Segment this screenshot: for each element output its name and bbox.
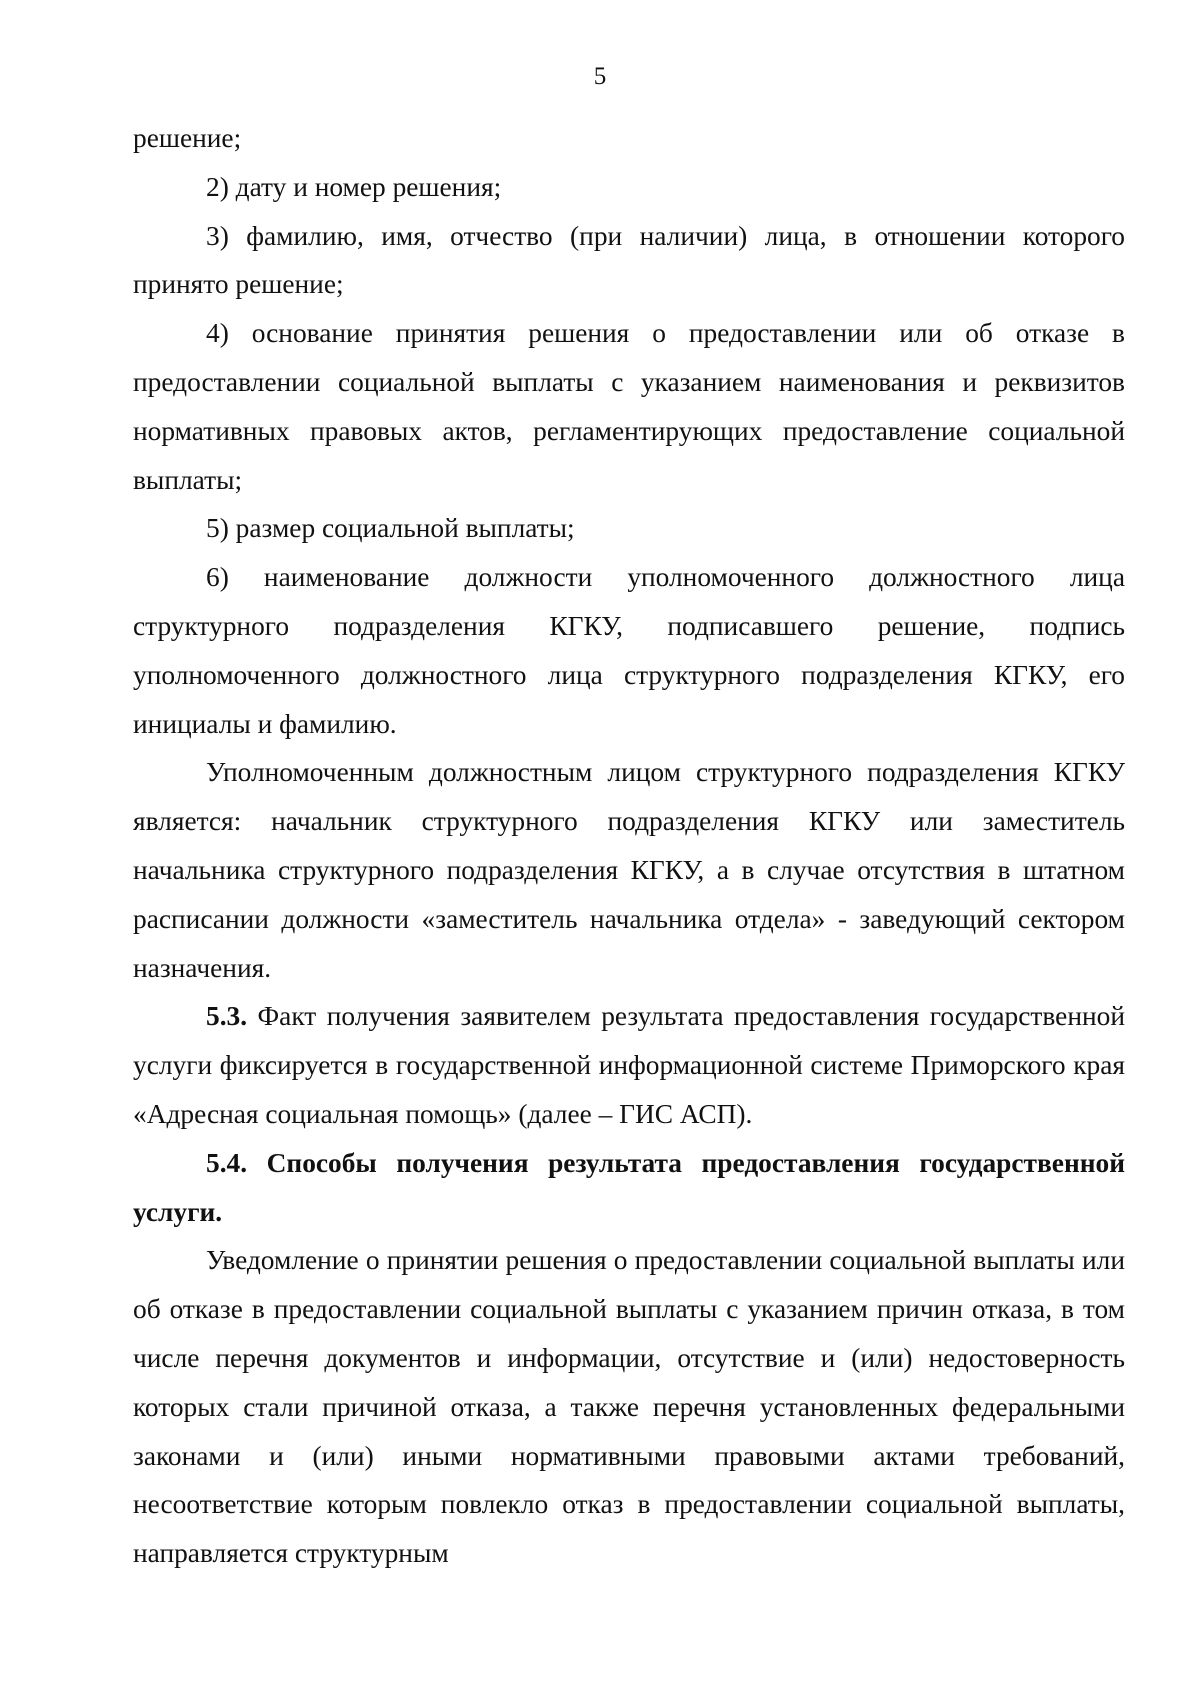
list-item-3: 3) фамилию, имя, отчество (при наличии) лица, в отношении которого принято решение; bbox=[133, 220, 1125, 300]
list-item-2: 2) дату и номер решения; bbox=[206, 171, 502, 202]
list-item-6: 6) наименование должности уполномоченного должностного лица структурного подразделения КГКУ, подписавшего решение, подпись уполномоченного должностного лица структурного подразделения КГКУ, его инициалы и фамилию. bbox=[133, 562, 1125, 739]
section-number: 5.3. bbox=[206, 1001, 248, 1032]
document-body bbox=[133, 114, 1125, 1578]
section-5-3-text: Факт получения заявителем результата предоставления государственной услуги фиксируется в государственной информационной системе Приморского края «Адресная социальная помощь» (далее – ГИС АСП). bbox=[133, 1001, 1125, 1129]
list-item-4: 4) основание принятия решения о предоставлении или об отказе в предоставлении социальной выплаты с указанием наименования и реквизитов нормативных правовых актов, регламентирующих предоставление социальной выплаты; bbox=[133, 318, 1125, 495]
page-number: 5 bbox=[593, 63, 607, 90]
section-5-4-heading: 5.4. Способы получения результата предоставления государственной услуги. bbox=[133, 1147, 1125, 1227]
paragraph-continuation: решение; bbox=[133, 123, 242, 153]
authorized-official-paragraph: Уполномоченным должностным лицом структурного подразделения КГКУ является: начальник структурного подразделения КГКУ или заместитель начальника структурного подразделения КГКУ, а в случае отсутствия в штатном расписании должности «заместитель начальника отдела» - заведующий сектором назначения. bbox=[133, 757, 1125, 983]
list-item-5: 5) размер социальной выплаты; bbox=[206, 513, 575, 544]
section-5-3-paragraph bbox=[133, 992, 1125, 1138]
notification-paragraph: Уведомление о принятии решения о предоставлении социальной выплаты или об отказе в предоставлении социальной выплаты с указанием причин отказа, в том числе перечня документов и информации, отсутствие и (или) недостоверность которых стали причиной отказа, а также перечня установленных федеральными законами и (или) иными нормативными правовыми актами требований, несоответствие которым повлекло отказ в предоставлении социальной выплаты, направляется структурным bbox=[133, 1245, 1125, 1569]
